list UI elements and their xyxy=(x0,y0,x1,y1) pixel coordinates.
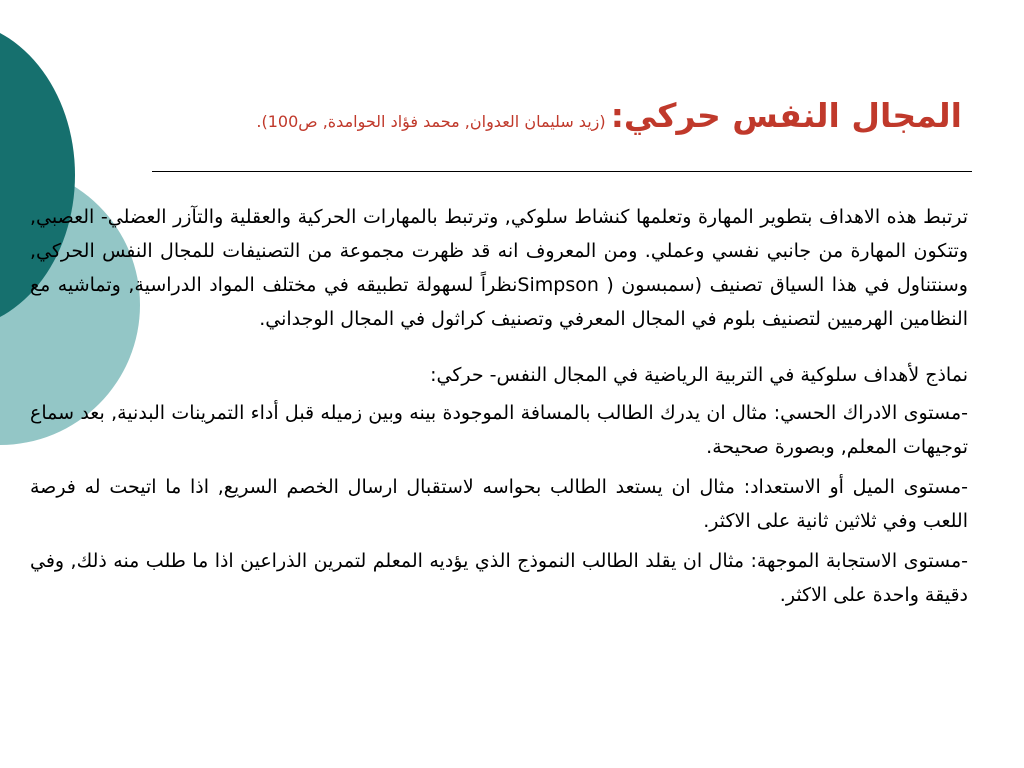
slide-title xyxy=(122,96,962,135)
intro-paragraph xyxy=(30,200,968,336)
title-divider xyxy=(152,171,972,172)
level-readiness: -مستوى الميل أو الاستعداد: مثال ان يستعد الطالب بحواسه لاستقبال ارسال الخصم السريع, اذا ما اتيحت له فرصة اللعب وفي ثلاثين ثانية على الاكثر. xyxy=(30,476,968,532)
level-guided-response: -مستوى الاستجابة الموجهة: مثال ان يقلد الطالب النموذج الذي يؤديه المعلم لتمرين الذراعين اذا ما طلب منه ذلك, وفي دقيقة واحدة على الاكثر. xyxy=(30,550,968,606)
slide-body xyxy=(30,200,968,618)
title-reference: (زيد سليمان العدوان, محمد فؤاد الحوامدة, ص100). xyxy=(256,112,606,131)
examples-heading: نماذج لأهداف سلوكية في التربية الرياضية في المجال النفس- حركي: xyxy=(430,364,968,386)
title-main: المجال النفس حركي: xyxy=(610,96,962,135)
intro-simpson-term: Simpson xyxy=(517,274,599,296)
intro-text-start: ترتبط هذه الاهداف بتطوير المهارة وتعلمها كنشاط سلوكي, وترتبط بالمهارات الحركية والعقلية والتآزر العضلي- العصبي, وتتكون المهارة من جانبي نفسي وعملي. ومن المعروف انه قد ظهرت مجموعة من التصنيفات للمجال النفس الحركي, وسنتناول في هذا السياق تصنيف (سمبسون ( xyxy=(30,206,968,296)
level-perception: -مستوى الادراك الحسي: مثال ان يدرك الطالب بالمسافة الموجودة بينه وبين زميله قبل أداء التمرينات البدنية, بعد سماع توجيهات المعلم, وبصورة صحيحة. xyxy=(30,402,968,458)
intro-text-end: نظراً لسهولة تطبيقه في مختلف المواد الدراسية, وتماشيه مع النظامين الهرميين لتصنيف بلوم في المجال المعرفي وتصنيف كراثول في المجال الوجداني. xyxy=(30,274,968,330)
